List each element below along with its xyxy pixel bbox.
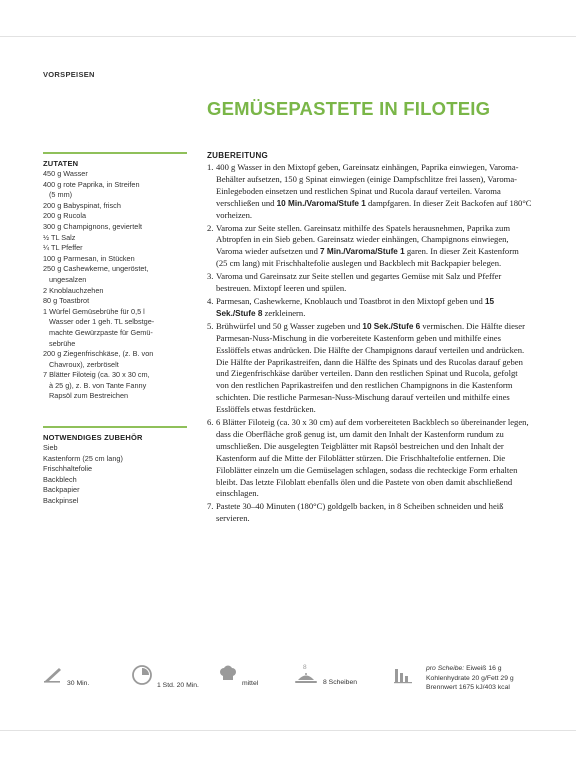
- step-text: [216, 296, 532, 320]
- step-number: 2.: [207, 222, 214, 233]
- step-number: 5.: [207, 320, 214, 331]
- ingredient-item: 1 Würfel Gemüsebrühe für 0,5 l: [43, 306, 145, 316]
- tool-item: Backpinsel: [43, 496, 79, 506]
- ingredient-item: à 25 g), z. B. von Tante Fanny: [49, 380, 147, 390]
- step-item: [207, 501, 532, 525]
- step-setting: 10 Min./Varoma/Stufe 1: [276, 198, 366, 208]
- chef-hat-icon: [218, 664, 238, 689]
- ingredients-heading: ZUTATEN: [43, 159, 79, 168]
- preparation-column: [207, 151, 532, 526]
- nutrition-carbs-fat: Kohlenhydrate 20 g/Fett 29 g: [426, 674, 514, 682]
- servings-label: 8 Scheiben: [323, 679, 358, 686]
- tools-heading: NOTWENDIGES ZUBEHÖR: [43, 433, 143, 443]
- ingredient-item: 7 Blätter Filoteig (ca. 30 x 30 cm,: [43, 370, 150, 380]
- step-item: [207, 296, 532, 320]
- top-rule: [0, 36, 576, 37]
- prep-time: [43, 664, 89, 689]
- clock-icon: [131, 664, 153, 691]
- total-time: [131, 664, 199, 691]
- step-text: [216, 321, 532, 416]
- step-number: 1.: [207, 162, 214, 172]
- ingredients-rule: [43, 152, 187, 154]
- ingredient-item: 2 Knoblauchzehen: [43, 285, 104, 295]
- step-item: [207, 417, 532, 500]
- ingredient-item: Wasser oder 1 geh. TL selbstge-: [49, 317, 155, 327]
- nutrition-line: [426, 664, 514, 674]
- ingredient-item: 80 g Toastbrot: [43, 296, 90, 306]
- step-text: [216, 162, 532, 222]
- tools-section: [43, 426, 187, 507]
- total-time-label: 1 Std. 20 Min.: [157, 682, 199, 689]
- tool-item: Backblech: [43, 474, 77, 484]
- steps-list: [207, 162, 532, 525]
- servings-icon-number: 8: [303, 664, 307, 671]
- step-number: 7.: [207, 501, 214, 512]
- step-item: [207, 223, 532, 271]
- nutrition-label: pro Scheibe:: [426, 665, 465, 672]
- recipe-info-footer: [43, 664, 533, 704]
- preparation-heading: ZUBEREITUNG: [207, 151, 269, 160]
- nutrition-info: [426, 664, 514, 693]
- knife-icon: [43, 664, 63, 689]
- tool-item: Frischhaltefolie: [43, 464, 93, 474]
- ingredients-list: [43, 169, 187, 402]
- ingredient-item: 200 g Ziegenfrischkäse, (z. B. von: [43, 349, 154, 359]
- recipe-title: GEMÜSEPASTETE IN FILOTEIG: [207, 98, 491, 119]
- ingredient-item: ¼ TL Pfeffer: [43, 243, 83, 253]
- ingredient-item: Chavroux), zerbröselt: [49, 359, 119, 369]
- step-text-part: dampfgaren. In dieser Zeit Backofen auf 180°C vorheizen.: [216, 197, 532, 220]
- prep-time-label: 30 Min.: [67, 680, 90, 687]
- nutrition-energy: Brennwert 1675 kJ/403 kcal: [426, 684, 510, 692]
- step-text-part: Brühwürfel und 50 g Wasser zugeben und: [216, 320, 363, 331]
- bottom-rule: [0, 730, 576, 731]
- difficulty-label: mittel: [242, 680, 259, 687]
- ingredient-item: ungesalzen: [49, 274, 87, 284]
- servings: [293, 664, 357, 688]
- nutrition-protein: Eiweiß 16 g: [466, 665, 502, 672]
- ingredient-item: sebrühe: [49, 338, 76, 348]
- step-item: [207, 162, 532, 222]
- step-text-part: zerkleinern.: [262, 307, 306, 318]
- step-number: 3.: [207, 271, 214, 282]
- ingredient-item: 200 g Rucola: [43, 211, 87, 221]
- nutrition-icon-wrap: [393, 664, 413, 689]
- tool-item: Backpapier: [43, 485, 80, 495]
- ingredient-item: Rapsöl zum Bestreichen: [49, 391, 129, 401]
- step-setting: 15 Sek./Stufe 8: [216, 296, 495, 318]
- step-text: [216, 223, 532, 271]
- plate-icon: [293, 664, 319, 688]
- ingredient-item: 200 g Babyspinat, frisch: [43, 200, 121, 210]
- ingredient-item: 100 g Parmesan, in Stücken: [43, 253, 135, 263]
- ingredient-item: 300 g Champignons, geviertelt: [43, 221, 142, 231]
- step-text-part: Parmesan, Cashewkerne, Knoblauch und Toastbrot in den Mixtopf geben und: [216, 295, 485, 306]
- tools-rule: [43, 426, 187, 428]
- tool-item: Kastenform (25 cm lang): [43, 453, 123, 463]
- step-text-part: vermischen. Die Hälfte dieser Parmesan-Nuss-Mischung in die vorbereitete Kastenform geben und mithilfe eines Esslöffels etwas andrücken. Die Hälfte der Champignons darauf verteilen und andrücken. Die Hälfte der Paprikastreifen, dann die Hälfte des Spinats und des Rucolas darauf geben und Ziegenfrischkäse darüber verteilen. Dann den restlichen Spinat und Rucola, gefolgt von den restlichen Paprikastreifen und den restlichen Champignons in die Kastenform schichten. Die restliche Parmesan-Nuss-Mischung darauf verteilen und mithilfe eines Esslöffels etwas festdrücken.: [216, 320, 525, 415]
- ingredient-item: (5 mm): [49, 190, 73, 200]
- section-label: VORSPEISEN: [43, 70, 95, 79]
- step-text-part: 400 g Wasser in den Mixtopf geben, Gareinsatz einhängen, Paprika einwiegen, Varoma-Behälter aufsetzen, 150 g Spinat einwiegen (einige Dampfschlitze frei lassen), Varoma-Einlegeboden einsetzen und restlichen Spinat und Rucola darauf verteilen. Varoma verschließen und: [216, 162, 519, 208]
- ingredient-item: 250 g Cashewkerne, ungeröstet,: [43, 264, 149, 274]
- step-text: 6 Blätter Filoteig (ca. 30 x 30 cm) auf dem vorbereiteten Backblech so übereinander legen, dass die Oberfläche groß genug ist, um damit den Inhalt der Kastenform rundum zu umschließen. Die ausgelegten Teigblätter mit Rapsöl bestreichen und den Inhalt der Kastenform auf die Mitte der Filoblätter stürzen. Die Frischhaltefolie entfernen. Die Filoblätter einzeln um die Gemüselagen schlagen, sodass die rechteckige Form erhalten bleibt. Das letzte Filoblatt ebenfalls ölen und die Pastete von oben damit abschließend einschlagen.: [216, 417, 529, 499]
- step-setting: 10 Sek./Stufe 6: [362, 321, 421, 331]
- step-text: Varoma und Gareinsatz zur Seite stellen und gegartes Gemüse mit Salz und Pfeffer bestreuen. Mixtopf leeren und spülen.: [216, 271, 502, 294]
- step-number: 6.: [207, 417, 214, 428]
- step-setting: 7 Min./Varoma/Stufe 1: [320, 247, 405, 257]
- difficulty: [218, 664, 258, 689]
- step-text-part: Varoma zur Seite stellen. Gareinsatz mithilfe des Spatels herausnehmen, Paprika zum Abtropfen in ein Sieb geben. Gareinsatz wieder einhängen, Champignons einwiegen, Varoma wieder aufsetzen und: [216, 222, 511, 257]
- step-item: [207, 321, 532, 416]
- ingredient-item: 450 g Wasser: [43, 169, 88, 178]
- ingredient-item: ½ TL Salz: [43, 232, 76, 242]
- ingredient-item: machte Gewürzpaste für Gemü-: [49, 327, 153, 337]
- bar-chart-icon: [393, 664, 413, 689]
- step-number: 4.: [207, 295, 214, 306]
- step-item: [207, 271, 532, 295]
- step-text: Pastete 30–40 Minuten (180°C) goldgelb backen, in 8 Scheiben schneiden und heiß servieren.: [216, 501, 504, 524]
- step-text-part: garen. In dieser Zeit Kastenform (25 cm lang) mit Frischhaltefolie auslegen und Backblech mit Backpapier belegen.: [216, 246, 519, 269]
- tool-item: Sieb: [43, 443, 58, 453]
- ingredient-item: 400 g rote Paprika, in Streifen: [43, 179, 140, 189]
- left-column: [43, 152, 187, 507]
